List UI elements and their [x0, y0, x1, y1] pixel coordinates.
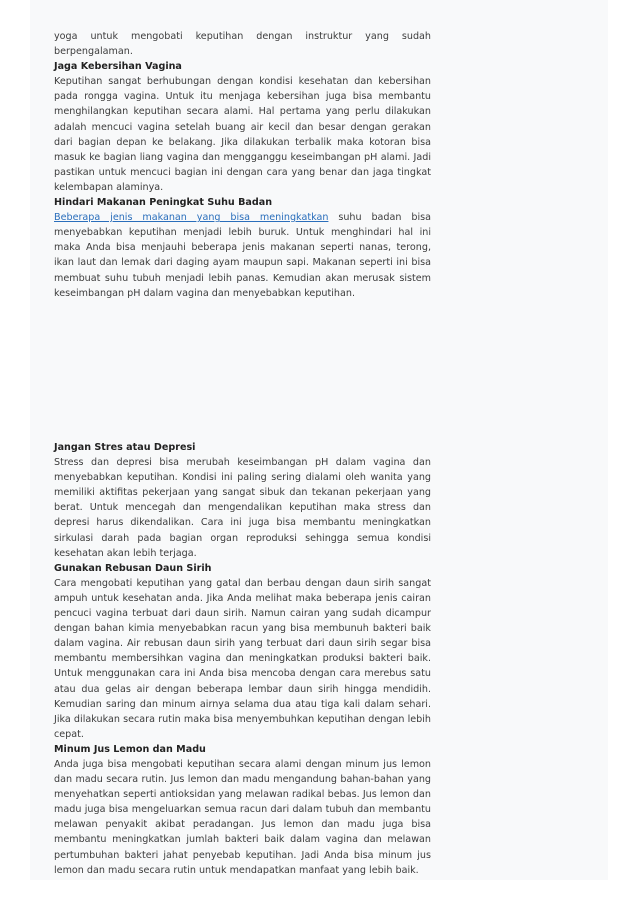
heading-jaga-kebersihan: Jaga Kebersihan Vagina	[54, 61, 182, 73]
intro-paragraph-tail: yoga untuk mengobati keputihan dengan instruktur yang sudah berpengalaman.	[54, 31, 431, 58]
paragraph-jangan-stres: Stress dan depresi bisa merubah keseimbangan pH dalam vagina dan menyebabkan keputihan. Kondisi ini paling sering dialami oleh wanita yang memiliki aktifitas pekerjaan yang sangat sibuk dan tekanan pekerjaan yang berat. Untuk mencegah dan mengendalikan keputihan maka stress dan depresi harus dikendalikan. Cara ini juga bisa membantu meningkatkan sirkulasi darah pada bagian organ reproduksi sehingga semua kondisi kesehatan akan lebih terjaga.	[54, 457, 431, 559]
heading-jus-lemon: Minum Jus Lemon dan Madu	[54, 743, 206, 755]
heading-jangan-stres: Jangan Stres atau Depresi	[54, 442, 196, 453]
paragraph-hindari-text: suhu badan bisa menyebabkan keputihan menjadi lebih buruk. Untuk menghindari hal ini maka Anda bisa menjauhi beberapa jenis makanan seperti nanas, terong, ikan laut dan lemak dari daging ayam maupun sapi. Makanan seperti ini bisa membuat suhu tubuh menjadi lebih panas. Kemudian akan merusak sistem keseimbangan pH dalam vagina dan menyebabkan keputihan.	[54, 212, 431, 299]
article-block-bottom	[54, 440, 431, 878]
paragraph-jaga-kebersihan: Keputihan sangat berhubungan dengan kondisi kesehatan dan kebersihan pada rongga vagina. Untuk itu menjaga kebersihan juga bisa membantu menghilangkan keputihan secara alami. Hal pertama yang perlu dilakukan adalah mencuci vagina setelah buang air kecil dan besar dengan gerakan dari bagian depan ke belakang. Jika dilakukan terbalik maka kotoran bisa masuk ke bagian liang vagina dan mengganggu keseimbangan pH alami. Jadi pastikan untuk mencuci bagian ini dengan cara yang benar dan jaga tingkat kelembapan alaminya.	[54, 76, 431, 193]
paragraph-jus-lemon: Anda juga bisa mengobati keputihan secara alami dengan minum jus lemon dan madu secara rutin. Jus lemon dan madu mengandung bahan-bahan yang menyehatkan seperti antioksidan yang melawan radikal bebas. Jus lemon dan madu juga bisa mengeluarkan semua racun dari dalam tubuh dan membantu melawan penyakit akibat peradangan. Jus lemon dan madu juga bisa membantu meningkatkan jumlah bakteri baik dalam vagina dan melawan pertumbuhan bakteri jahat penyebab keputihan. Jadi Anda bisa minum jus lemon dan madu secara rutin untuk mendapatkan manfaat yang lebih baik.	[54, 758, 431, 876]
paragraph-daun-sirih: Cara mengobati keputihan yang gatal dan berbau dengan daun sirih sangat ampuh untuk kesehatan anda. Jika Anda melihat maka beberapa jenis cairan pencuci vagina terbuat dari daun sirih. Namun cairan yang sudah dicampur dengan bahan kimia menyebabkan racun yang bisa membunuh bakteri baik dalam vagina. Air rebusan daun sirih yang terbuat dari daun sirih segar bisa membantu membersihkan vagina dan meningkatkan produksi bakteri baik. Untuk menggunakan cara ini Anda bisa mencoba dengan cara merebus satu atau dua gelas air dengan beberapa lembar daun sirih hingga mendidih. Kemudian saring dan minum airnya selama dua atau tiga kali dalam sehari. Jika dilakukan secara rutin maka bisa menyembuhkan keputihan dengan lebih cepat.	[54, 577, 431, 740]
heading-daun-sirih: Gunakan Rebusan Daun Sirih	[54, 562, 212, 574]
paragraph-hindari-makanan	[54, 210, 431, 301]
heading-hindari-makanan: Hindari Makanan Peningkat Suhu Badan	[54, 197, 273, 209]
article-block-top	[54, 29, 431, 301]
makanan-link[interactable]: Beberapa jenis makanan yang bisa meningkatkan	[54, 212, 329, 224]
